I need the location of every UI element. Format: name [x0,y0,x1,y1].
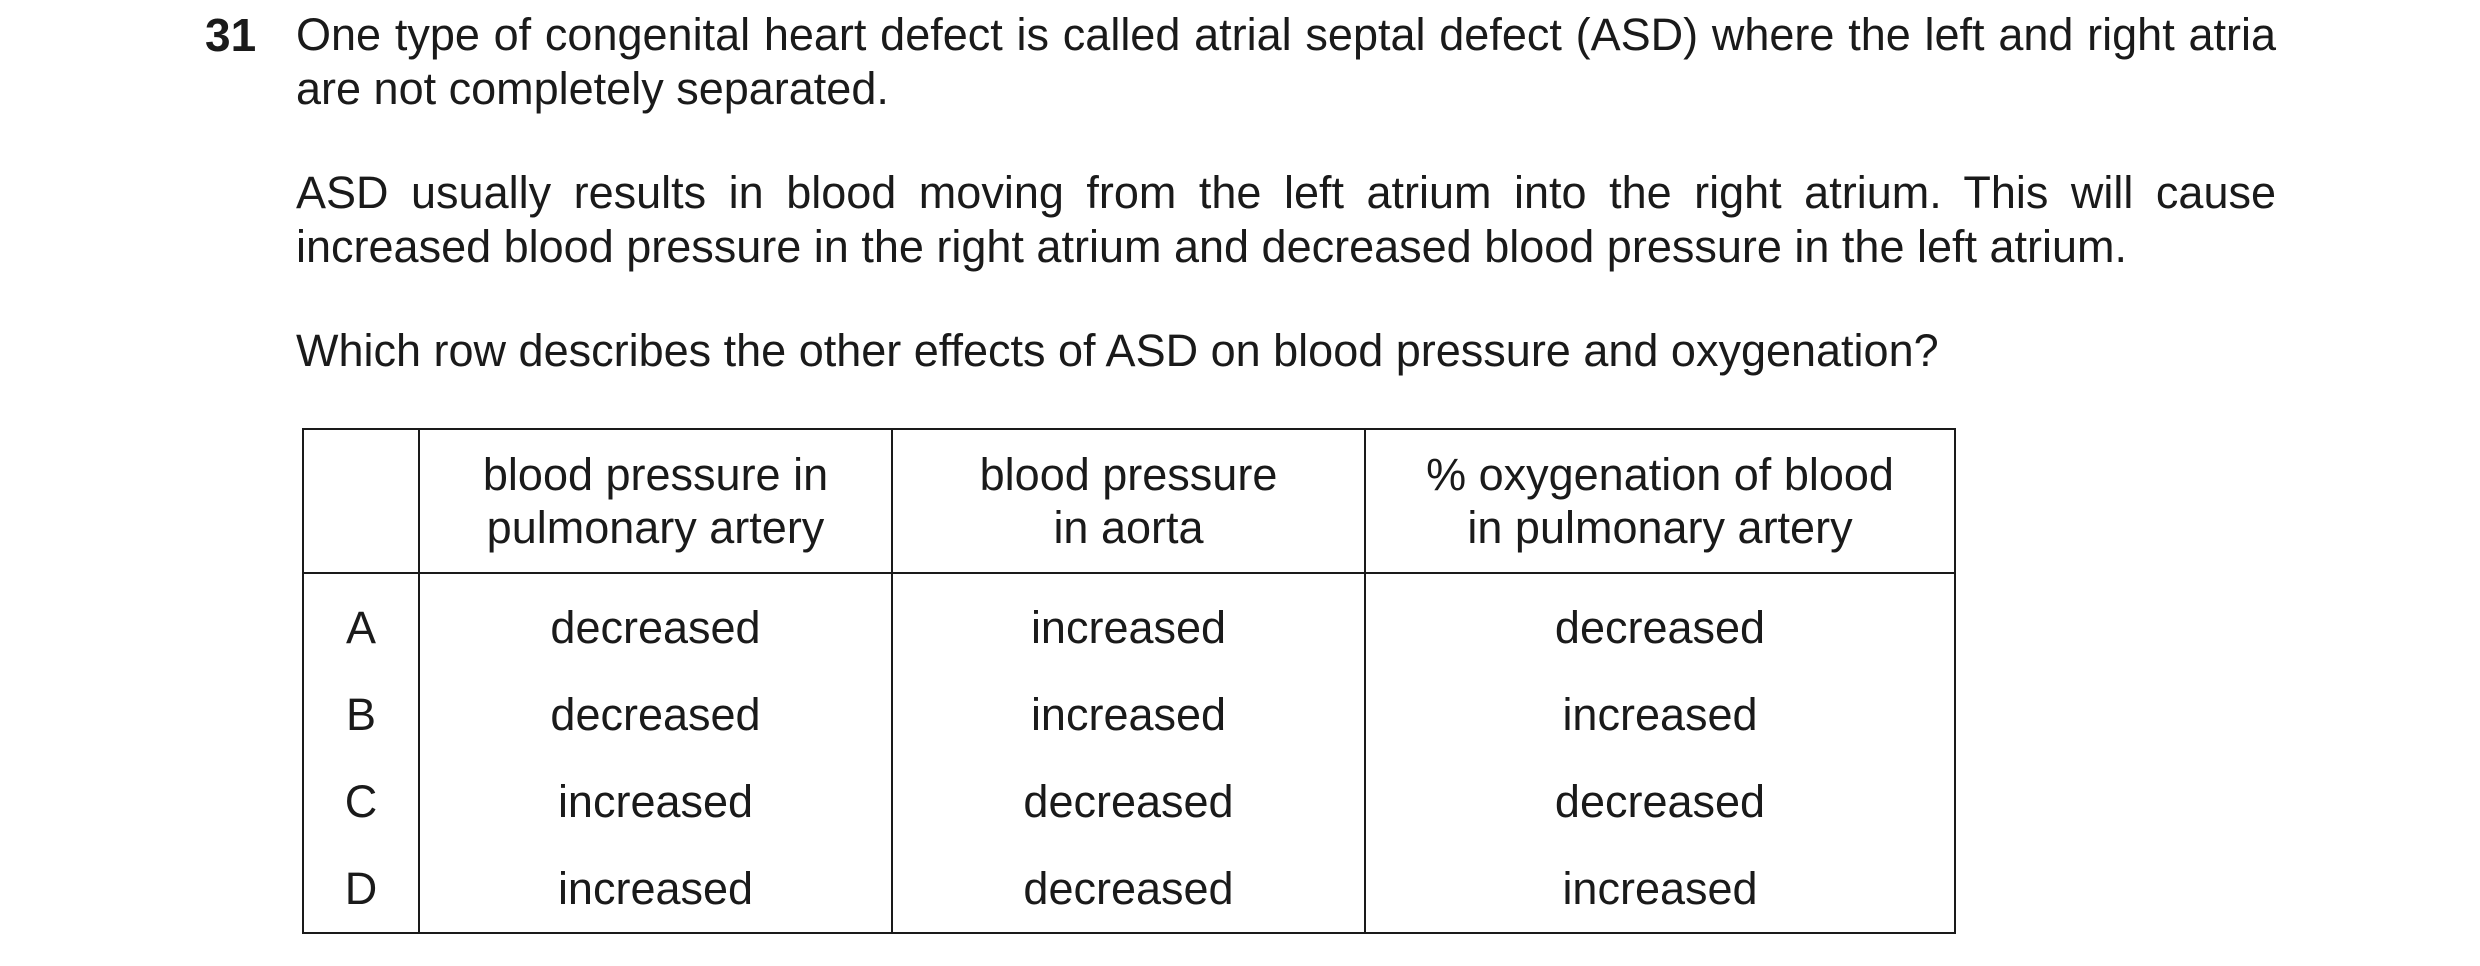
table-cell: increased [892,573,1365,671]
question-number: 31 [205,9,257,61]
table-row [303,671,1955,758]
table-cell: increased [892,671,1365,758]
table-header-row [303,429,1955,573]
header-line: blood pressure [979,449,1278,500]
header-line: % oxygenation of blood [1426,449,1894,500]
header-pulmonary-artery-pressure [419,429,892,573]
header-line: pulmonary artery [486,502,825,553]
table-row [303,845,1955,933]
table-cell: increased [1365,845,1955,933]
table-cell: decreased [419,573,892,671]
option-letter: B [303,671,419,758]
question-intro-paragraph: One type of congenital heart defect is called atrial septal defect (ASD) where the left and right atria are not completely separated. [296,9,2276,114]
header-line: in pulmonary artery [1467,502,1853,553]
table-row [303,573,1955,671]
header-aorta-pressure [892,429,1365,573]
header-oxygenation [1365,429,1955,573]
table-cell: increased [419,845,892,933]
table-row [303,758,1955,845]
header-line: in aorta [1053,502,1204,553]
table-cell: decreased [1365,573,1955,671]
header-option-letter [303,429,419,573]
header-line: blood pressure in [482,449,829,500]
question-prompt: Which row describes the other effects of ASD on blood pressure and oxygenation? [296,325,1939,376]
answer-options-table [302,428,1956,934]
option-letter: C [303,758,419,845]
option-letter: D [303,845,419,933]
table-cell: increased [419,758,892,845]
table-cell: decreased [1365,758,1955,845]
table-cell: increased [1365,671,1955,758]
option-letter: A [303,573,419,671]
table-cell: decreased [892,758,1365,845]
table-cell: decreased [419,671,892,758]
question-context-paragraph: ASD usually results in blood moving from the left atrium into the right atrium. This will cause increased blood pressure in the right atrium and decreased blood pressure in the left atrium. [296,167,2276,272]
table-cell: decreased [892,845,1365,933]
